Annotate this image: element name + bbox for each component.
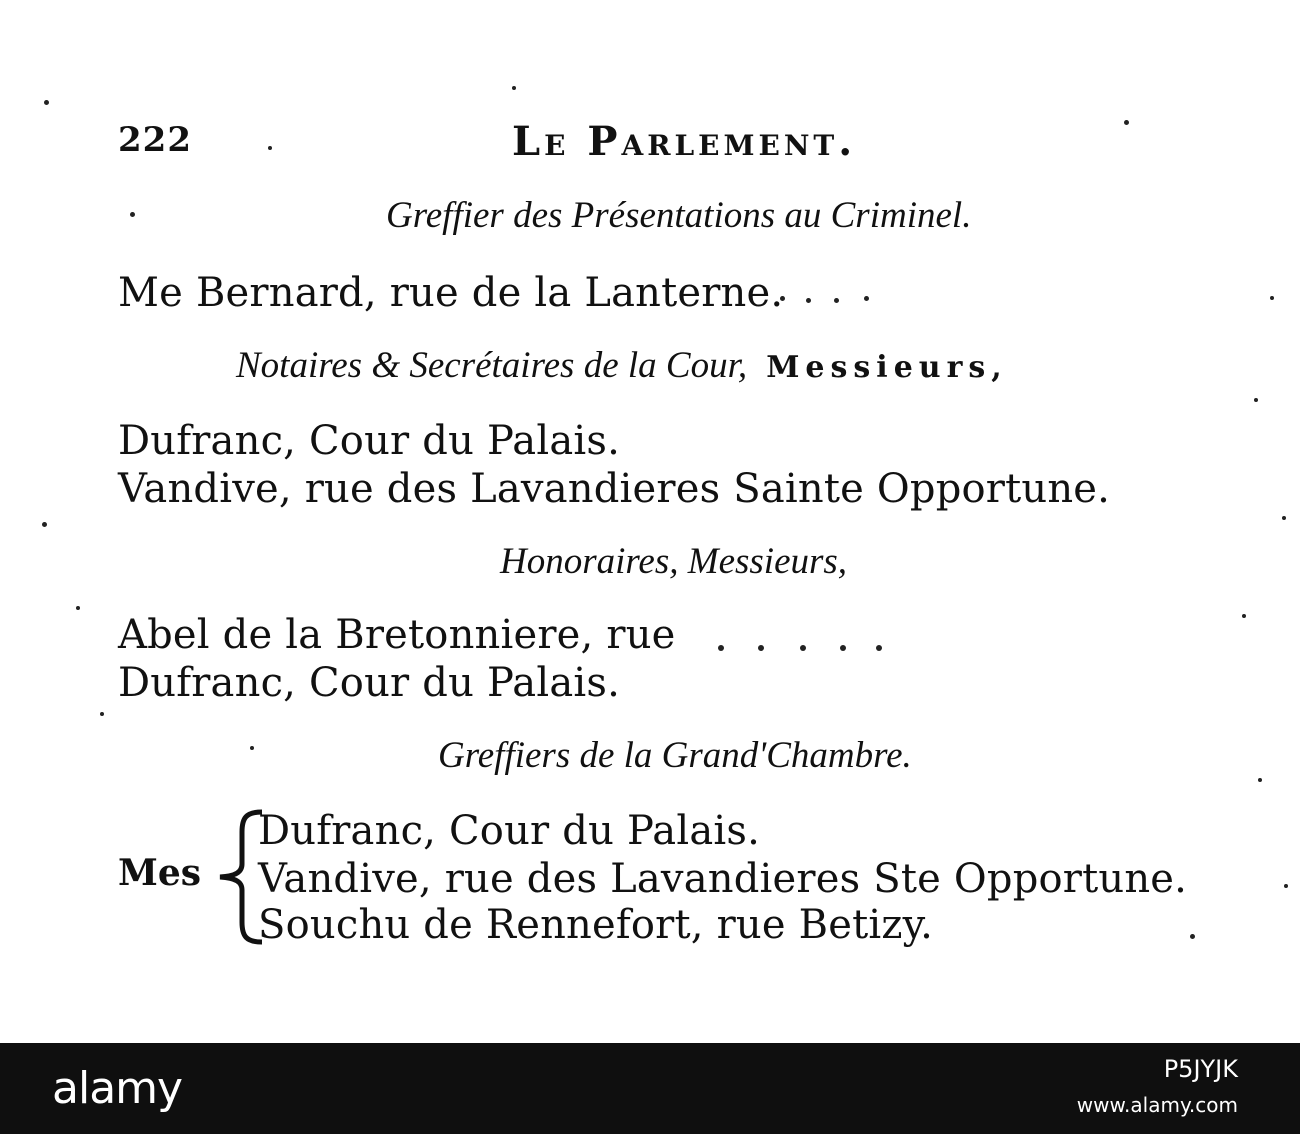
scan-speck bbox=[806, 298, 811, 303]
scan-speck bbox=[1254, 398, 1258, 402]
entry-line: Vandive, rue des Lavandieres Ste Opportune. bbox=[258, 856, 1188, 902]
scan-speck bbox=[758, 645, 764, 651]
scan-speck bbox=[1282, 516, 1286, 520]
entry-line: Dufranc, Cour du Palais. bbox=[118, 660, 621, 706]
scan-speck bbox=[130, 212, 135, 217]
entry-line: Me Bernard, rue de la Lanterne. bbox=[118, 270, 784, 316]
scan-speck bbox=[76, 606, 80, 610]
scan-speck bbox=[1270, 296, 1274, 300]
scan-speck bbox=[1242, 614, 1246, 618]
scan-speck bbox=[268, 146, 272, 150]
entry-line: Dufranc, Cour du Palais. bbox=[258, 808, 761, 854]
entry-line: Abel de la Bretonniere, rue bbox=[118, 612, 676, 658]
section-heading-row bbox=[236, 344, 1008, 387]
scan-speck bbox=[840, 645, 846, 651]
scan-speck bbox=[42, 522, 47, 527]
scan-speck bbox=[1284, 884, 1288, 888]
watermark-bar bbox=[0, 1043, 1300, 1134]
site-url: www.alamy.com bbox=[1076, 1093, 1238, 1117]
scan-speck bbox=[834, 298, 839, 303]
entry-prefix: Mes bbox=[118, 852, 202, 894]
running-title: Le Parlement. bbox=[512, 118, 857, 165]
scan-speck bbox=[512, 86, 516, 90]
scan-speck bbox=[1190, 934, 1195, 939]
alamy-logo: alamy bbox=[52, 1063, 183, 1114]
section-heading-caps: Messieurs, bbox=[766, 350, 1008, 385]
section-heading: Notaires & Secrétaires de la Cour, bbox=[236, 345, 748, 386]
scan-speck bbox=[864, 296, 869, 301]
page-number: 222 bbox=[118, 120, 192, 160]
entry-line: Souchu de Rennefort, rue Betizy. bbox=[258, 902, 934, 948]
section-heading: Honoraires, Messieurs, bbox=[500, 541, 848, 582]
section-heading: Greffier des Présentations au Criminel. bbox=[386, 195, 972, 236]
entry-line: Vandive, rue des Lavandieres Sainte Opportune. bbox=[118, 466, 1111, 512]
scan-speck bbox=[800, 645, 806, 651]
scan-speck bbox=[44, 100, 49, 105]
image-code: P5JYJK bbox=[1163, 1055, 1238, 1083]
scan-speck bbox=[250, 746, 254, 750]
scan-speck bbox=[100, 712, 104, 716]
entry-line: Dufranc, Cour du Palais. bbox=[118, 418, 621, 464]
scan-speck bbox=[718, 645, 724, 651]
scan-speck bbox=[1124, 120, 1129, 125]
section-heading: Greffiers de la Grand'Chambre. bbox=[438, 735, 912, 776]
scan-speck bbox=[1258, 778, 1262, 782]
scan-speck bbox=[876, 645, 882, 651]
